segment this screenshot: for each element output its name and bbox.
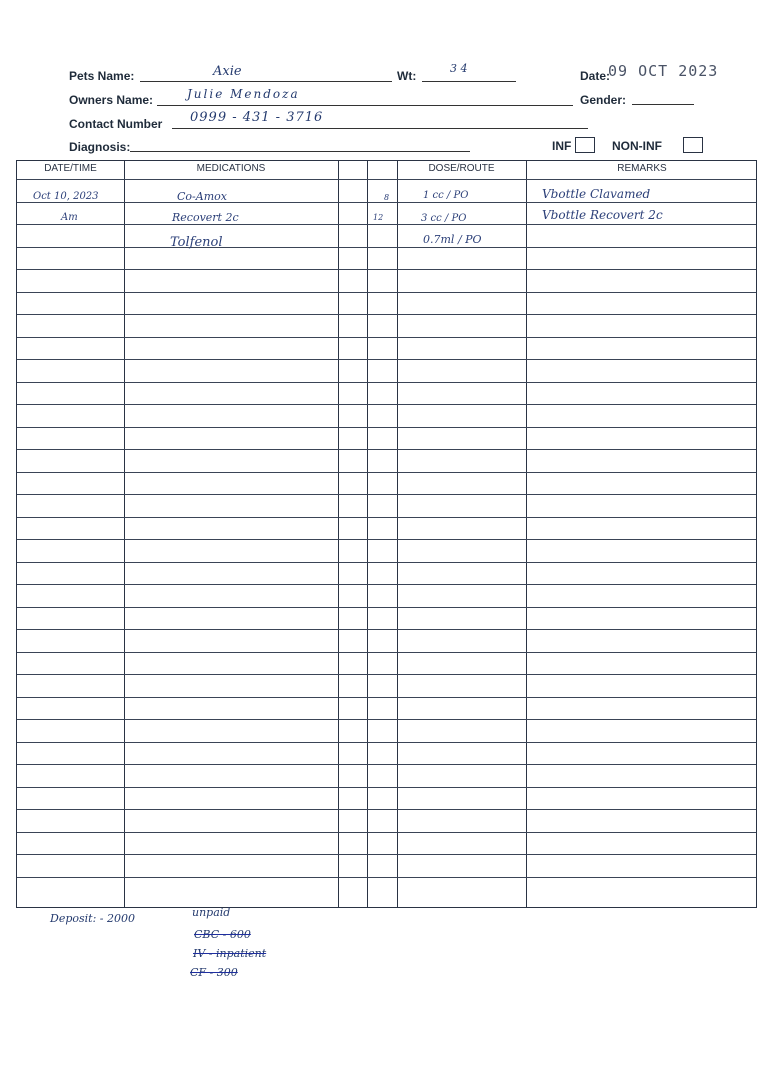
- entry-medication[interactable]: Co-Amox: [177, 190, 227, 203]
- table-row-line: [17, 877, 756, 878]
- owners-name-line: [157, 105, 573, 106]
- entry-remarks[interactable]: Vbottle Recovert 2c: [542, 208, 663, 222]
- cf-note[interactable]: CF - 300: [190, 966, 238, 979]
- pets-name-value[interactable]: Axie: [213, 64, 242, 79]
- table-row-line: [17, 584, 756, 585]
- table-row-line: [17, 247, 756, 248]
- entry-dose[interactable]: 1 cc / PO: [423, 190, 469, 201]
- header-date-time: DATE/TIME: [44, 163, 97, 174]
- header-medications: MEDICATIONS: [196, 163, 266, 174]
- entry-mark[interactable]: 8: [384, 193, 390, 202]
- owners-name-value[interactable]: Julie Mendoza: [187, 87, 300, 101]
- table-row-line: [17, 517, 756, 518]
- inf-checkbox[interactable]: [575, 137, 595, 153]
- contact-number-line: [172, 128, 588, 129]
- table-row-line: [17, 179, 756, 180]
- table-row-line: [17, 832, 756, 833]
- deposit-note[interactable]: Deposit: - 2000: [50, 912, 135, 925]
- cbc-note[interactable]: CBC - 600: [194, 928, 251, 941]
- table-row-line: [17, 314, 756, 315]
- table-row-line: [17, 809, 756, 810]
- table-row-line: [17, 292, 756, 293]
- date-stamp: 09 OCT 2023: [608, 62, 719, 80]
- table-row-line: [17, 359, 756, 360]
- table-row-line: [17, 854, 756, 855]
- table-row-line: [17, 404, 756, 405]
- table-row-line: [17, 697, 756, 698]
- table-row-line: [17, 337, 756, 338]
- pets-name-label: Pets Name:: [69, 69, 135, 83]
- entry-date[interactable]: Am: [61, 212, 78, 223]
- entry-medication[interactable]: Tolfenol: [170, 235, 223, 250]
- table-row-line: [17, 719, 756, 720]
- column-divider: [397, 161, 398, 907]
- table-row-line: [17, 449, 756, 450]
- owners-name-label: Owners Name:: [69, 93, 154, 107]
- diagnosis-label: Diagnosis:: [69, 140, 131, 154]
- table-row-line: [17, 269, 756, 270]
- entry-medication[interactable]: Recovert 2c: [172, 211, 239, 224]
- header-remarks: REMARKS: [617, 163, 667, 174]
- contact-number-label: Contact Number: [69, 117, 163, 131]
- weight-value[interactable]: 3 4: [450, 62, 468, 75]
- gender-label: Gender:: [580, 93, 627, 107]
- column-divider: [367, 161, 368, 907]
- table-row-line: [17, 494, 756, 495]
- entry-date[interactable]: Oct 10, 2023: [33, 191, 99, 202]
- table-row-line: [17, 742, 756, 743]
- contact-number-value[interactable]: 0999 - 431 - 3716: [190, 110, 324, 125]
- table-row-line: [17, 629, 756, 630]
- entry-mark[interactable]: 12: [373, 213, 384, 222]
- table-row-line: [17, 787, 756, 788]
- table-row-line: [17, 539, 756, 540]
- column-divider: [338, 161, 339, 907]
- table-row-line: [17, 764, 756, 765]
- table-row-line: [17, 607, 756, 608]
- non-inf-checkbox[interactable]: [683, 137, 703, 153]
- column-divider: [124, 161, 125, 907]
- table-row-line: [17, 382, 756, 383]
- column-divider: [526, 161, 527, 907]
- weight-line: [422, 81, 516, 82]
- table-row-line: [17, 562, 756, 563]
- pets-name-line: [140, 81, 392, 82]
- weight-label: Wt:: [397, 69, 417, 83]
- table-row-line: [17, 427, 756, 428]
- diagnosis-line[interactable]: [130, 151, 470, 152]
- table-row-line: [17, 674, 756, 675]
- entry-dose[interactable]: 3 cc / PO: [421, 213, 467, 224]
- non-inf-label: NON-INF: [612, 139, 662, 153]
- table-row-line: [17, 472, 756, 473]
- gender-line[interactable]: [632, 104, 694, 105]
- medication-sheet-table: [16, 160, 757, 908]
- entry-dose[interactable]: 0.7ml / PO: [423, 233, 482, 246]
- header-dose-route: DOSE/ROUTE: [428, 163, 495, 174]
- date-label: Date:: [580, 69, 611, 83]
- inf-label: INF: [552, 139, 572, 153]
- unpaid-note[interactable]: unpaid: [192, 906, 231, 919]
- table-row-line: [17, 652, 756, 653]
- iv-note[interactable]: IV - inpatient: [193, 947, 267, 960]
- table-row-line: [17, 224, 756, 225]
- entry-remarks[interactable]: Vbottle Clavamed: [542, 187, 651, 201]
